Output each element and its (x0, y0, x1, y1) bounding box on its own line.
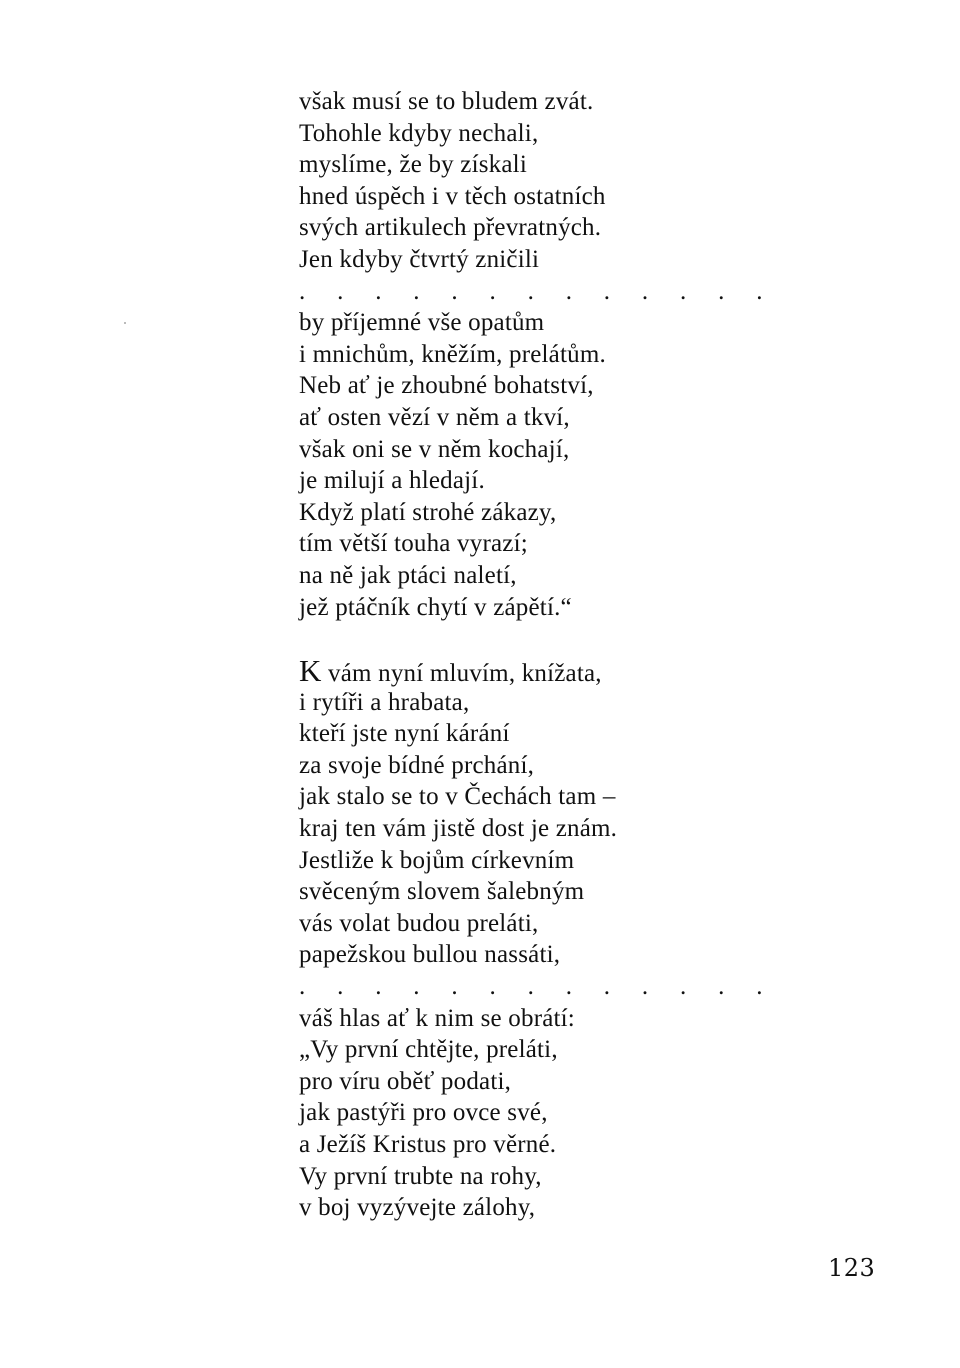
verse-line: je milují a hledají. (299, 467, 485, 495)
verse-line: v boj vyzývejte zálohy, (299, 1194, 536, 1222)
verse-line: tím větší touha vyrazí; (299, 530, 528, 558)
stanza-1 (299, 86, 775, 623)
verse-line: „Vy první chtějte, preláti, (299, 1036, 558, 1064)
verse-line: jak pastýři pro ovce své, (299, 1099, 548, 1127)
verse-line-first (299, 655, 775, 687)
verse-line: však oni se v něm kochají, (299, 435, 570, 463)
verse-line: pro víru oběť podati, (299, 1067, 512, 1095)
verse-line: i rytíři a hrabata, (299, 688, 470, 716)
verse-line: myslíme, že by získali (299, 151, 527, 179)
verse-line: i mnichům, kněžím, prelátům. (299, 340, 606, 368)
verse-line: Neb ať je zhoubné bohatství, (299, 372, 594, 400)
verse-line: jež ptáčník chytí v zápětí.“ (299, 593, 572, 621)
verse-line: by příjemné vše opatům (299, 309, 545, 337)
verse-line-rest: vám nyní mluvím, knížata, (321, 660, 602, 687)
verse-line: na ně jak ptáci naletí, (299, 561, 517, 589)
verse-line: však musí se to bludem zvát. (299, 88, 594, 115)
verse-line: papežskou bullou nassáti, (299, 941, 561, 969)
verse-line: Vy první trubte na rohy, (299, 1162, 542, 1190)
verse-line: kteří jste nyní kárání (299, 720, 510, 748)
verse-line: Tohohle kdyby nechali, (299, 119, 539, 147)
verse-line: hned úspěch i v těch ostatních (299, 182, 606, 210)
verse-line: ať osten vězí v něm a tkví, (299, 403, 570, 431)
verse-line: svých artikulech převratných. (299, 214, 602, 242)
margin-mark (124, 322, 126, 324)
ellipsis-line: . . . . . . . . . . . . . (299, 277, 776, 305)
verse-line: jak stalo se to v Čechách tam – (299, 783, 616, 811)
verse-line: Když platí strohé zákazy, (299, 498, 557, 526)
verse-line: kraj ten vám jistě dost je znám. (299, 814, 618, 842)
verse-line: svěceným slovem šalebným (299, 878, 585, 906)
verse-line: váš hlas ať k nim se obrátí: (299, 1004, 575, 1032)
verse-line: Jestliže k bojům církevním (299, 846, 575, 874)
page-number: 123 (828, 1254, 876, 1282)
verse-line: a Ježíš Kristus pro věrné. (299, 1130, 557, 1158)
verse-line: za svoje bídné prchání, (299, 751, 535, 779)
stanza-2 (299, 655, 775, 1224)
ellipsis-line: . . . . . . . . . . . . . (299, 972, 776, 1000)
verse-line: Jen kdyby čtvrtý zničili (299, 245, 540, 273)
verse-line: vás volat budou preláti, (299, 909, 539, 937)
initial-letter: K (299, 653, 322, 688)
